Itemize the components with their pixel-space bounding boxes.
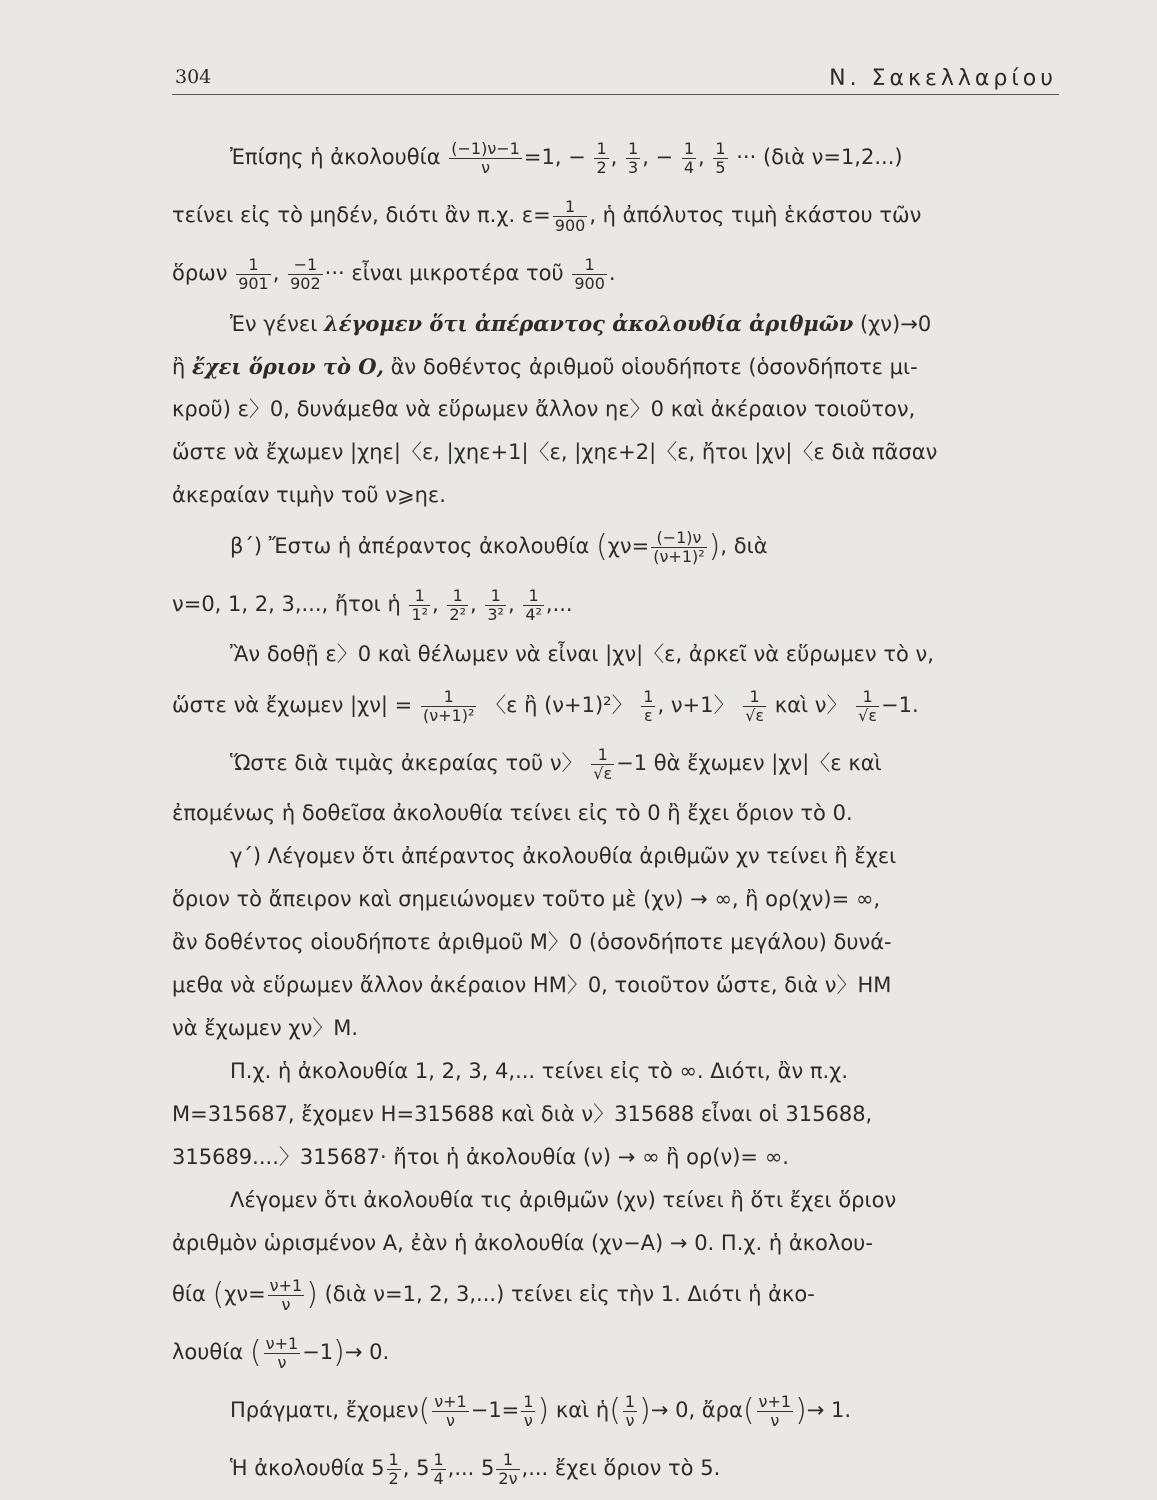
paren-close: ) [795, 1393, 807, 1428]
line-22: 315689....〉315687· ἤτοι ἡ ἀκολουθία (ν) → ∞ ἢ ορ(ν)= ∞. [172, 1145, 789, 1169]
emphasis: λέγομεν ὅτι ἀπέραντος ἀκολουθία ἀριθμῶν [324, 311, 854, 336]
text: , ν+1〉 [657, 693, 735, 717]
numerator: 1 [572, 256, 607, 275]
paren-open: ( [249, 1335, 262, 1370]
fraction [387, 1451, 401, 1488]
numerator: 1 [433, 1449, 444, 1469]
text: λουθία [172, 1340, 244, 1364]
text: , − [642, 145, 674, 169]
denominator: √ε [858, 705, 877, 725]
text: ,... ἔχει ὅριον τὸ 5. [521, 1456, 721, 1480]
emphasis: ἔχει ὅριον τὸ Ο, [192, 354, 384, 379]
paren-open: ( [418, 1393, 431, 1428]
fraction [421, 688, 476, 725]
page-body [172, 128, 1060, 1497]
numerator: 1 [447, 587, 468, 606]
line-19: νὰ ἔχωμεν χν〉Μ. [172, 1016, 359, 1040]
numerator: ν+1 [265, 1333, 299, 1353]
text: =1, − [523, 145, 586, 169]
numerator: 1 [388, 1449, 399, 1469]
text: χν= [224, 1282, 266, 1306]
fraction [743, 688, 766, 725]
denominator: (ν+1)² [422, 705, 475, 725]
text: −1= [470, 1398, 520, 1422]
fraction [651, 529, 706, 566]
text: −1 θὰ ἔχωμεν |χν|〈ε καὶ [616, 751, 882, 775]
denominator: 4 [683, 157, 695, 177]
fraction [682, 140, 696, 177]
running-head: Ν. Σακελλαρίου [829, 66, 1057, 91]
line-26 [172, 1323, 1060, 1381]
fraction [288, 256, 323, 293]
text: διὰ [733, 534, 768, 558]
text: (διὰ ν=1, 2, 3,...) τείνει εἰς τὴν 1. Διότι ἡ ἀκο- [324, 1282, 815, 1306]
paren-close: ) [708, 529, 721, 564]
numerator: 1 [624, 1391, 636, 1411]
numerator: ν+1 [269, 1275, 303, 1295]
paren-open: ( [609, 1393, 621, 1428]
denominator: ν [445, 1410, 455, 1430]
denominator: 2² [449, 604, 466, 624]
fraction [591, 746, 614, 783]
line-14: ἐπομένως ἡ δοθεῖσα ἀκολουθία τείνει εἰς τὸ 0 ἢ ἔχει ὅριον τὸ 0. [172, 801, 853, 825]
text: → 1. [806, 1398, 852, 1422]
numerator: (−1)ν−1 [451, 138, 520, 158]
numerator: (−1)ν [651, 529, 706, 548]
denominator: (ν+1)² [653, 546, 705, 566]
text: , 5 [402, 1456, 430, 1480]
text: → 0. [344, 1340, 390, 1364]
line-13 [172, 734, 1060, 792]
line-16: ὅριον τὸ ἄπειρον καὶ σημειώνομεν τοῦτο μὲ (χν) → ∞, ἢ ορ(χν)= ∞, [172, 887, 881, 911]
fraction [594, 140, 608, 177]
denominator: 4 [433, 1468, 444, 1488]
text: θία [172, 1282, 206, 1306]
denominator: ν [770, 1410, 780, 1430]
text: ··· (διὰ ν=1,2...) [736, 145, 903, 169]
text: ὅρων [172, 261, 228, 285]
text: −1 [302, 1340, 334, 1364]
fraction [553, 198, 588, 235]
fraction [432, 1393, 469, 1430]
line-04 [172, 302, 1060, 345]
paren-close: ) [333, 1335, 345, 1370]
numerator: 1 [485, 587, 506, 606]
fraction [626, 140, 640, 177]
line-06: κροῦ) ε〉0, δυνάμεθα νὰ εὕρωμεν ἄλλον ηε〉0 καὶ ἀκέραιον τοιοῦτον, [172, 397, 916, 421]
fraction [757, 1393, 794, 1430]
line-18: μεθα νὰ εὕρωμεν ἄλλον ἀκέραιον ΗΜ〉0, τοιοῦτον ὥστε, διὰ ν〉ΗΜ [172, 973, 892, 997]
numerator: 1 [553, 198, 588, 217]
denominator: 3 [628, 157, 639, 177]
text: ,... [545, 592, 573, 616]
line-27 [172, 1381, 1060, 1439]
fraction [449, 140, 522, 177]
text: ὥστε νὰ ἔχωμεν |χν| = [172, 693, 413, 717]
numerator: 1 [496, 1451, 519, 1470]
line-05 [172, 345, 1060, 388]
denominator: ν [281, 1294, 291, 1314]
line-09: β΄) Ἔστω ἡ ἀπέραντος ἀκολουθία (χν= $\frac{(-1)\nu}{\text{(ν+1)²}}$ ), διὰ [230, 527, 768, 566]
denominator: 902 [290, 273, 321, 293]
denominator: 2 [388, 1468, 399, 1488]
denominator: √ε [593, 763, 613, 783]
numerator: 1 [421, 688, 476, 707]
text: τείνει εἰς τὸ μηδέν, διότι ἂν π.χ. ε= [172, 203, 551, 227]
page-number: 304 [175, 66, 212, 88]
text: Ἐν γένει [230, 312, 318, 336]
fraction [236, 256, 271, 293]
line-28 [172, 1439, 1060, 1497]
denominator: ν [523, 1410, 533, 1430]
fraction [623, 1393, 637, 1430]
line-21: Μ=315687, ἔχομεν Η=315688 καὶ διὰ ν〉315688 εἶναι οἱ 315688, [172, 1102, 873, 1126]
text: , ἡ ἀπόλυτος τιμὴ ἑκάστου τῶν [589, 203, 922, 227]
paren-open: ( [212, 1277, 225, 1312]
fraction [496, 1451, 519, 1488]
text: ··· εἶναι μικροτέρα τοῦ [324, 261, 564, 285]
fraction [713, 140, 727, 177]
text: Πράγματι, ἔχομεν [230, 1398, 419, 1422]
text: ν=0, 1, 2, 3,..., ἤτοι ἡ [172, 592, 401, 616]
text: β΄) Ἔστω ἡ ἀπέραντος ἀκολουθία [230, 534, 590, 558]
text: χν= [607, 534, 650, 558]
line-11: Ἂν δοθῇ ε〉0 καὶ θέλωμεν νὰ εἶναι |χν|〈ε, ἀρκεῖ νὰ εὕρωμεν τὸ ν, [230, 642, 934, 666]
fraction [572, 256, 607, 293]
denominator: 901 [238, 273, 269, 293]
fraction [268, 1277, 305, 1314]
numerator: 1 [643, 686, 654, 706]
line-12 [172, 676, 1060, 734]
text: → 0, ἄρα [650, 1398, 743, 1422]
numerator: 1 [409, 587, 430, 606]
denominator: ε [644, 705, 653, 725]
denominator: 1² [411, 604, 429, 624]
numerator: 1 [683, 138, 695, 158]
paren-open: ( [596, 529, 608, 564]
line-23: Λέγομεν ὅτι ἀκολουθία τις ἀριθμῶν (χν) τείνει ἢ ὅτι ἔχει ὅριον [230, 1188, 897, 1212]
page-header [0, 66, 1157, 106]
line-17: ἂν δοθέντος οἱουδήποτε ἀριθμοῦ Μ〉0 (ὁσονδήποτε μεγάλου) δυνά- [172, 930, 892, 954]
denominator: ν [625, 1410, 635, 1430]
denominator: 900 [574, 273, 605, 293]
line-15: γ΄) Λέγομεν ὅτι ἀπέραντος ἀκολουθία ἀριθμῶν χν τείνει ἢ ἔχει [230, 844, 897, 868]
numerator: 1 [856, 688, 879, 707]
text: Ἡ ἀκολουθία 5 [230, 1456, 385, 1480]
denominator: 2 [596, 157, 607, 177]
numerator: 1 [628, 138, 639, 158]
numerator: 1 [596, 138, 607, 158]
numerator: −1 [288, 256, 323, 275]
text: Ἐπίσης ἡ ἀκολουθία [230, 145, 441, 169]
line-25 [172, 1265, 1060, 1323]
fraction [485, 587, 506, 624]
text: ἂν δοθέντος ἀριθμοῦ οἱουδήποτε (ὁσονδήποτε μι- [390, 355, 918, 379]
paren-open: ( [742, 1393, 755, 1428]
fraction [521, 1393, 535, 1430]
numerator: 1 [591, 746, 614, 765]
fraction [447, 587, 468, 624]
text: ,... 5 [447, 1456, 495, 1480]
text: 〈ε ἢ (ν+1)²〉 [485, 693, 633, 717]
fraction [409, 587, 430, 624]
line-02 [172, 186, 1060, 244]
fraction [264, 1335, 301, 1372]
denominator: ν [277, 1352, 287, 1372]
paren-close: ) [639, 1393, 651, 1428]
fraction [431, 1451, 445, 1488]
denominator: √ε [745, 705, 765, 725]
denominator: 4² [525, 604, 542, 624]
denominator: 900 [554, 215, 586, 235]
numerator: 1 [715, 138, 726, 158]
text: (χν)→0 [859, 312, 932, 336]
numerator: 1 [523, 587, 544, 606]
text: καὶ ἡ [555, 1398, 610, 1422]
numerator: 1 [743, 688, 766, 707]
paren-close: ) [306, 1277, 318, 1312]
text: καὶ ν〉 [774, 693, 848, 717]
paren-close: ) [537, 1393, 550, 1428]
line-24: ἀριθμὸν ὡρισμένον Α, ἐὰν ἡ ἀκολουθία (χν−Α) → 0. Π.χ. ἡ ἀκολου- [172, 1231, 873, 1255]
fraction [523, 587, 544, 624]
line-03: ὅρων $\frac{1}{901}$ , $\frac{-1}{902}$ ··· εἶναι μικροτέρα τοῦ $\frac{1}{900}$ . [172, 254, 616, 293]
numerator: ν+1 [758, 1391, 792, 1411]
fraction [641, 688, 655, 725]
text: ἢ [172, 355, 186, 379]
denominator: ν [481, 157, 491, 177]
line-07: ὥστε νὰ ἔχωμεν |χηε|〈ε, |χηε+1|〈ε, |χηε+2|〈ε, ἤτοι |χν|〈ε διὰ πᾶσαν [172, 440, 938, 464]
line-08: ἀκεραίαν τιμὴν τοῦ ν⩾ηε. [172, 483, 446, 507]
denominator: 2ν [498, 1468, 518, 1488]
numerator: 1 [523, 1391, 534, 1411]
line-01: Ἐπίσης ἡ ἀκολουθία $\frac{(-1)\nu-1}{\nu}$ =1, − $\frac{1}{2}$ , $\frac{1}{3}$ , − $\frac{1}{4}$ , $\frac{1}{5}$ ··· (διὰ ν=1,2...) [230, 138, 903, 177]
denominator: 3² [487, 604, 504, 624]
fraction [856, 688, 879, 725]
text: Ὥστε διὰ τιμὰς ἀκεραίας τοῦ ν〉 [230, 751, 583, 775]
numerator: ν+1 [434, 1391, 467, 1411]
denominator: 5 [715, 157, 726, 177]
line-10: ν=0, 1, 2, 3,..., ἤτοι ἡ $\frac{1}{\text{1²}}$ , $\frac{1}{\text{2²}}$ , $\frac{1}{\text{3²}}$ , $\frac{1}{\text{4²}}$ ,... [172, 585, 573, 624]
text: −1. [881, 693, 919, 717]
header-rule [172, 94, 1059, 95]
numerator: 1 [236, 256, 271, 275]
line-20: Π.χ. ἡ ἀκολουθία 1, 2, 3, 4,... τείνει εἰς τὸ ∞. Διότι, ἂν π.χ. [230, 1059, 848, 1083]
